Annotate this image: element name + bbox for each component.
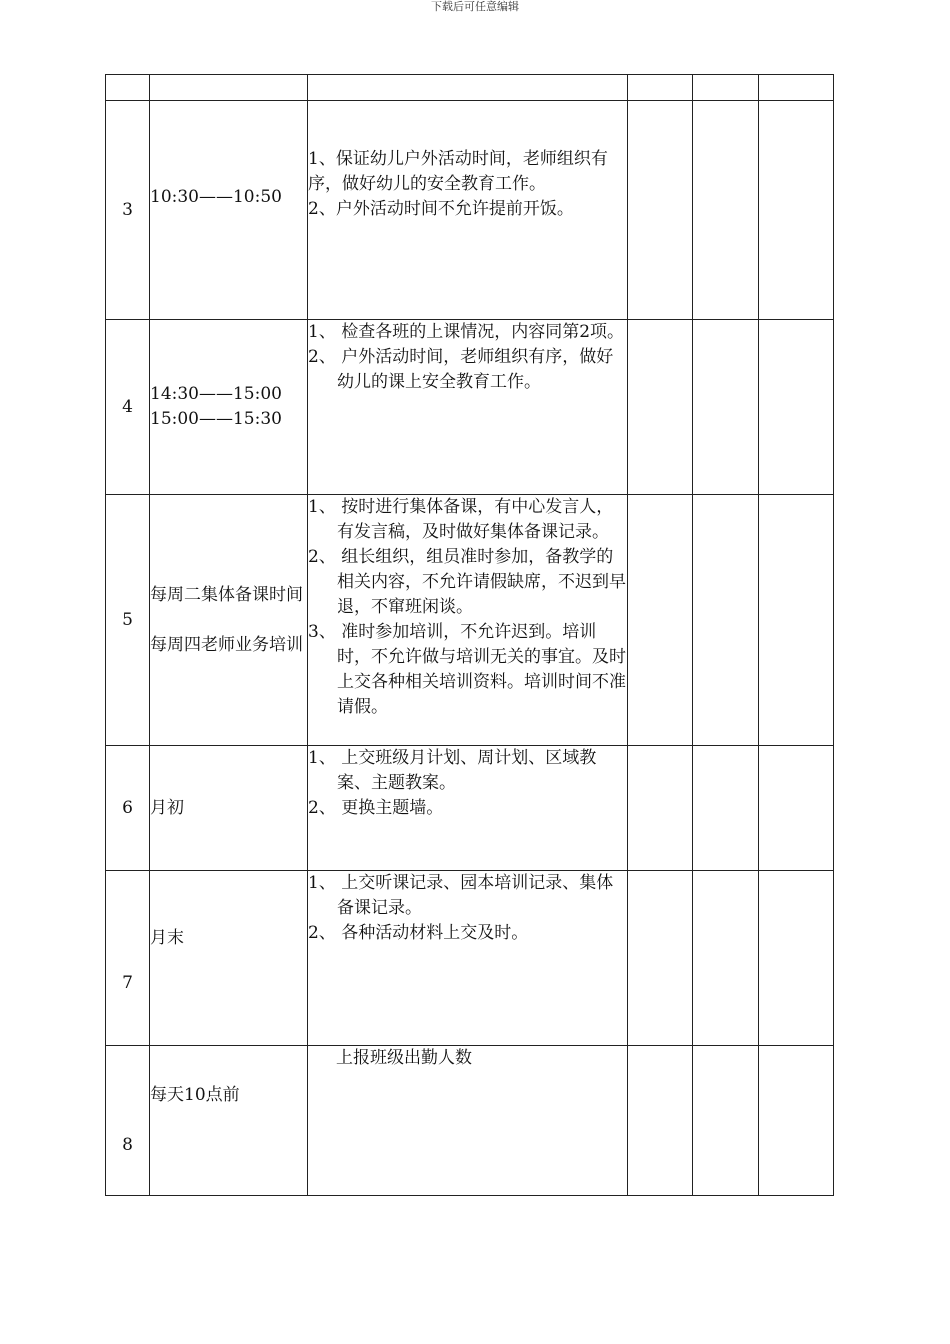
requirement-item: 1、 检查各班的上课情况，内容同第2项。 bbox=[308, 322, 625, 342]
requirement-cell bbox=[308, 746, 628, 871]
table-row bbox=[106, 871, 834, 1046]
requirement-list bbox=[308, 871, 627, 946]
requirement-list bbox=[308, 495, 627, 720]
requirement-item: 2、 各种活动材料上交及时。 bbox=[308, 923, 529, 943]
time-cell bbox=[150, 871, 308, 1046]
requirement-list bbox=[308, 320, 627, 395]
blank-cell bbox=[693, 871, 759, 1046]
blank-cell bbox=[628, 871, 693, 1046]
number-cell: 7 bbox=[106, 871, 150, 1046]
schedule-table bbox=[105, 74, 834, 1196]
blank-cell bbox=[693, 746, 759, 871]
time-text: 14:30——15:00 bbox=[150, 384, 282, 404]
table-row bbox=[106, 1046, 834, 1196]
requirement-cell bbox=[308, 101, 628, 320]
table-row bbox=[106, 101, 834, 320]
blank-cell bbox=[628, 746, 693, 871]
requirement-item: 1、 按时进行集体备课，有中心发言人，有发言稿，及时做好集体备课记录。 bbox=[308, 497, 614, 542]
time-text: 10:30——10:50 bbox=[150, 187, 282, 207]
requirement-list bbox=[308, 147, 627, 222]
time-cell bbox=[150, 495, 308, 746]
blank-cell bbox=[759, 495, 834, 746]
table-row bbox=[106, 746, 834, 871]
time-text: 15:00——15:30 bbox=[150, 409, 282, 429]
requirement-item: 2、 组长组织，组员准时参加，备教学的相关内容，不允许请假缺席，不迟到早退，不窜班闲谈。 bbox=[308, 547, 626, 617]
requirement-item: 1、保证幼儿户外活动时间，老师组织有序，做好幼儿的安全教育工作。 bbox=[308, 149, 608, 194]
table-row bbox=[106, 320, 834, 495]
number-cell: 6 bbox=[106, 746, 150, 871]
blank-cell bbox=[628, 101, 693, 320]
requirement-list bbox=[308, 746, 627, 821]
requirement-item: 2、 更换主题墙。 bbox=[308, 798, 444, 818]
number-cell: 8 bbox=[106, 1046, 150, 1196]
requirement-item: 2、 户外活动时间，老师组织有序，做好幼儿的课上安全教育工作。 bbox=[308, 347, 614, 392]
blank-cell bbox=[759, 101, 834, 320]
requirement-item: 3、 准时参加培训，不允许迟到。培训时，不允许做与培训无关的事宜。及时上交各种相关培训资料。培训时间不准请假。 bbox=[308, 622, 626, 717]
requirement-cell bbox=[308, 871, 628, 1046]
time-text: 月末 bbox=[150, 927, 184, 948]
blank-cell bbox=[628, 495, 693, 746]
requirement-item: 1、 上交听课记录、园本培训记录、集体备课记录。 bbox=[308, 873, 614, 918]
blank-cell bbox=[759, 1046, 834, 1196]
blank-cell bbox=[693, 1046, 759, 1196]
number-cell bbox=[106, 75, 150, 101]
time-cell bbox=[150, 1046, 308, 1196]
time-cell bbox=[150, 746, 308, 871]
table-row bbox=[106, 75, 834, 101]
time-cell bbox=[150, 75, 308, 101]
blank-cell bbox=[693, 75, 759, 101]
page-header: 下载后可任意编辑 bbox=[431, 0, 519, 13]
blank-cell bbox=[693, 320, 759, 495]
blank-cell bbox=[693, 495, 759, 746]
requirement-cell bbox=[308, 320, 628, 495]
time-cell bbox=[150, 320, 308, 495]
blank-cell bbox=[628, 320, 693, 495]
number-cell: 5 bbox=[106, 495, 150, 746]
blank-cell bbox=[628, 75, 693, 101]
requirement-cell bbox=[308, 1046, 628, 1196]
blank-cell bbox=[759, 871, 834, 1046]
requirement-cell bbox=[308, 495, 628, 746]
requirement-list bbox=[308, 1046, 627, 1071]
blank-cell bbox=[759, 320, 834, 495]
number-cell: 4 bbox=[106, 320, 150, 495]
requirement-item: 上报班级出勤人数 bbox=[336, 1048, 472, 1068]
time-cell bbox=[150, 101, 308, 320]
time-text: 每周四老师业务培训 bbox=[150, 634, 303, 655]
time-text: 月初 bbox=[150, 797, 184, 818]
blank-cell bbox=[693, 101, 759, 320]
blank-cell bbox=[759, 75, 834, 101]
time-text: 每天10点前 bbox=[150, 1085, 240, 1105]
time-text: 每周二集体备课时间 bbox=[150, 584, 303, 605]
blank-cell bbox=[759, 746, 834, 871]
blank-cell bbox=[628, 1046, 693, 1196]
number-cell: 3 bbox=[106, 101, 150, 320]
requirement-item: 2、户外活动时间不允许提前开饭。 bbox=[308, 199, 574, 219]
requirement-cell bbox=[308, 75, 628, 101]
requirement-item: 1、 上交班级月计划、周计划、区域教案、主题教案。 bbox=[308, 748, 597, 793]
table-row bbox=[106, 495, 834, 746]
